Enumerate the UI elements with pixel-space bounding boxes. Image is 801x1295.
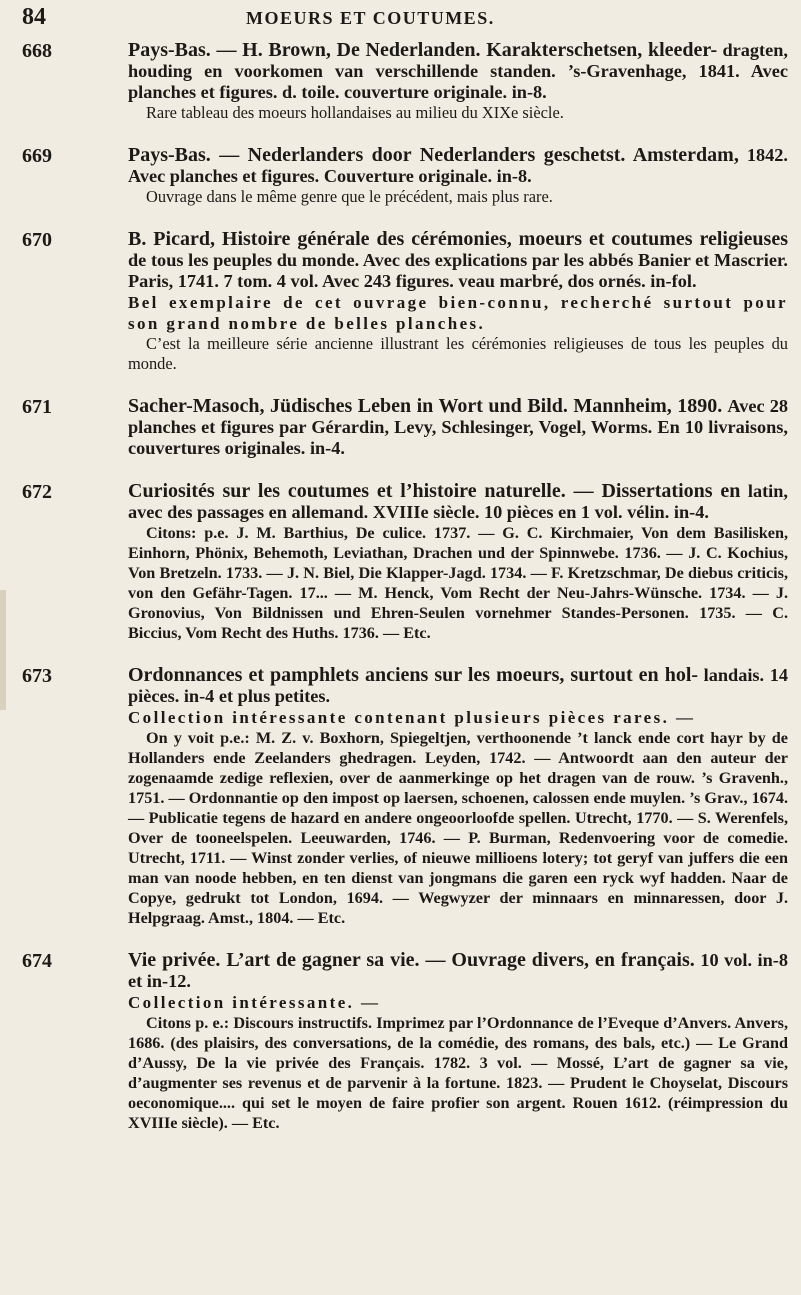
catalogue-entry-674 [18,950,788,1133]
entry-note: Rare tableau des moeurs hollandaises au milieu du XIXe siècle. [146,103,564,122]
entry-citations: Citons: p.e. J. M. Barthius, De culice. 1737. — G. C. Kirchmaier, Von dem Basilisken, Einhorn, Phönix, Behemoth, Leviathan, Drachen und der Spinnwebe. 1736. — J. C. Kochius, Von Bretzeln. 1733. — J. N. Biel, Die Klapper-Jagd. 1734. — F. Kretzschmar, De diebus criticis, von den Gefähr-Tagen. 17... — M. Henck, Vom Recht der Neu-Jahrs-Wünsche. 1734. — J. Gronovius, Von Bildnissen und Ehren-Seulen vornehmer Standes-Personen. 1735. — C. Biccius, Vom Recht des Huths. 1736. — Etc. [128,524,788,642]
catalogue-entry-668 [18,40,788,123]
catalogue-entries [18,40,788,1155]
entry-text [128,40,788,103]
entry-lead: B. Picard, Histoire générale des cérémonies, moeurs et coutumes religieuses [128,228,788,250]
entry-text [128,229,788,292]
entry-lead: Ordonnances et pamphlets anciens sur les moeurs, surtout en hol- [128,664,699,686]
entry-body: latin, avec des passages en allemand. XVIIIe siècle. 10 pièces en 1 vol. vélin. in-4. [128,481,788,522]
entry-lead: Curiosités sur les coutumes et l’histoire naturelle. — Dissertations en [128,480,741,502]
entry-citations: Citons p. e.: Discours instructifs. Imprimez par l’Ordonnance de l’Eveque d’Anvers. Anvers, 1686. (des plaisirs, des conversations, de la comédie, des romans, des bals, etc.) — Le Grand d’Aussy, De la vie privée des Français. 1782. 3 vol. — Mossé, L’art de gagner sa vie, d’augmenter ses revenus et de parvenir à la fortune. 1823. — Prudent le Choyselat, Discours oeconomique.... qui set le moyen de faire profier son argent. Rouen 1612. (réimpression du XVIIIe siècle). — Etc. [128,1014,788,1132]
entry-text [128,481,788,523]
entry-lead: Sacher-Masoch, Jüdisches Leben in Wort und Bild. Mannheim, 1890. [128,395,723,417]
entry-number: 671 [22,396,52,418]
entry-spaced-note: Bel exemplaire de cet ouvrage bien-connu, recherché surtout pour son grand nombre de belles planches. [128,293,788,333]
entry-spaced-note: Collection intéressante contenant plusieurs pièces rares. — [128,708,696,727]
entry-body: 10 vol. in-8 et in-12. [128,950,789,991]
catalogue-entry-671 [18,396,788,459]
entry-body: dragten, houding en voorkomen van verschillende standen. ’s-Gravenhage, 1841. Avec planches et figures. d. toile. couverture originale. in-8. [128,40,788,102]
entry-lead: Pays-Bas. — H. Brown, De Nederlanden. Karakterschetsen, kleeder- [128,39,718,61]
entry-body: landais. 14 pièces. in-4 et plus petites. [128,665,788,706]
catalogue-entry-672 [18,481,788,643]
entry-number: 668 [22,40,52,62]
page-number: 84 [22,4,46,30]
header-title: MOEURS ET COUTUMES. [246,8,495,28]
entry-body: de tous les peuples du monde. Avec des explications par les abbés Banier et Mascrier. Paris, 1741. 7 tom. 4 vol. Avec 243 figures. veau marbré, dos ornés. in-fol. [128,250,788,291]
catalogue-entry-673 [18,665,788,928]
entry-number: 672 [22,481,52,503]
entry-note: Ouvrage dans le même genre que le précédent, mais plus rare. [146,187,553,206]
entry-number: 669 [22,145,52,167]
entry-citations: On y voit p.e.: M. Z. v. Boxhorn, Spiegeltjen, verthoonende ’t lanck ende cort hayr by de Hollanders ende Zeelanders ghedragen. Leyden, 1742. — Antwoordt aan den auteur der zogenaamde zedige reflexien, over de aanmerkinge op het dragen van de rouw. ’s Gravenh., 1751. — Ordonnantie op den impost op laersen, schoenen, calossen ende muylen. ’s Grav., 1674. — Publicatie tegens de hazard en andere ongeoorloofde spellen. Utrecht, 1770. — S. Werenfels, Over de tooneelspelen. Leeuwarden, 1746. — P. Burman, Redenvoering voor de comedie. Utrecht, 1711. — Winst zonder verlies, of nieuwe millioens lotery; tot geryf van juffers die een man van noode hebben, en ten dienst van jongmans die garen een ryck wyf hadden. Naar de Copye, gedrukt tot London, 1694. — Wegwyzer der minnaars en minnaressen, door J. Helpgraag. Amst., 1804. — Etc. [128,729,788,927]
entry-note: C’est la meilleure série ancienne illustrant les cérémonies religieuses de tous les peuples du monde. [128,334,788,373]
entry-body: 1842. Avec planches et figures. Couverture originale. in-8. [128,145,788,186]
entry-lead: Pays-Bas. — Nederlanders door Nederlanders geschetst. Amsterdam, [128,144,739,166]
catalogue-entry-670 [18,229,788,374]
entry-number: 673 [22,665,52,687]
entry-body: Avec 28 planches et figures par Gérardin, Levy, Schlesinger, Vogel, Worms. En 10 livraisons, couvertures originales. in-4. [128,396,788,458]
entry-lead: Vie privée. L’art de gagner sa vie. — Ouvrage divers, en français. [128,949,695,971]
entry-number: 674 [22,950,52,972]
entry-text [128,665,788,707]
page-edge-shadow [0,590,6,710]
catalogue-entry-669 [18,145,788,207]
running-head [18,0,783,34]
entry-text [128,396,788,459]
entry-text [128,145,788,187]
entry-text [128,950,788,992]
entry-number: 670 [22,229,52,251]
entry-spaced-note: Collection intéressante. — [128,993,381,1012]
